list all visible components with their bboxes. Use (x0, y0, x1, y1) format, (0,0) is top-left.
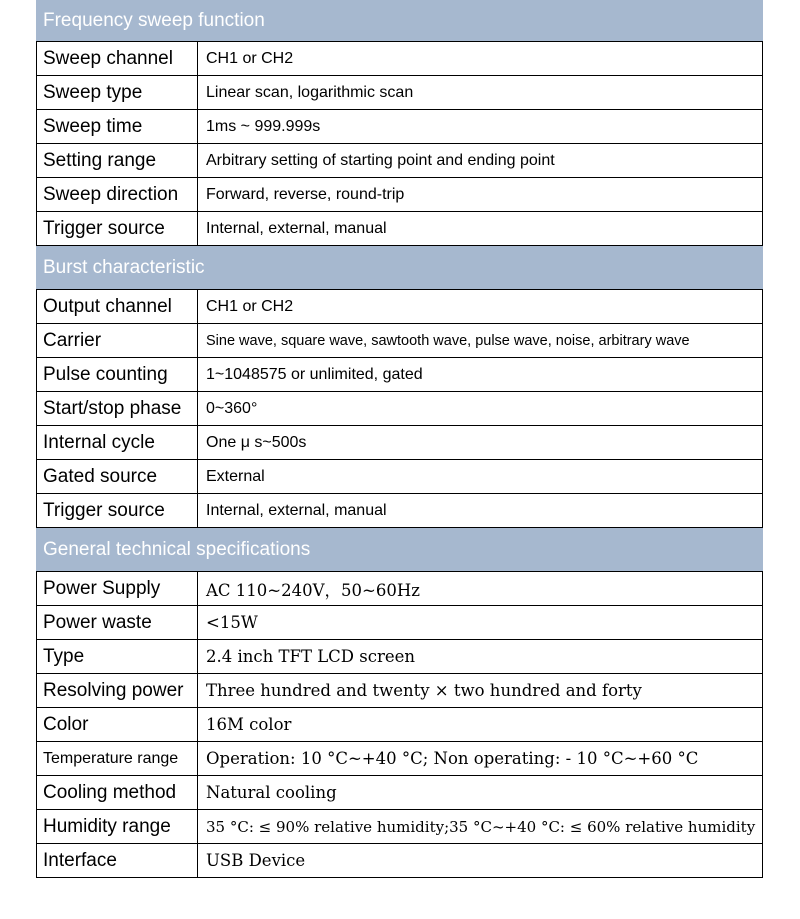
section-header-general-specs: General technical specifications (36, 528, 763, 572)
row-value: One μ s~500s (206, 433, 307, 451)
table-row (37, 392, 762, 426)
row-key: Trigger source (37, 212, 198, 245)
row-value: Forward, reverse, round-trip (206, 185, 405, 203)
row-value: Operation: 10 °C~+40 °C; Non operating: - 10 °C~+60 °C (206, 749, 699, 768)
row-value: Three hundred and twenty × two hundred and forty (206, 681, 642, 700)
row-key: Pulse counting (37, 358, 198, 391)
row-key: Resolving power (37, 674, 198, 707)
row-key: Color (37, 708, 198, 741)
row-key: Trigger source (37, 494, 198, 527)
row-key: Interface (37, 844, 198, 877)
row-key: Sweep channel (37, 42, 198, 75)
row-value: 1~1048575 or unlimited, gated (206, 365, 423, 383)
row-value: CH1 or CH2 (206, 49, 294, 67)
row-key: Type (37, 640, 198, 673)
table-row (37, 674, 762, 708)
table-row (37, 76, 762, 110)
table-row (37, 460, 762, 494)
table-row (37, 708, 762, 742)
row-value: External (206, 467, 265, 485)
row-value: 1ms ~ 999.999s (206, 117, 321, 135)
row-value: Sine wave, square wave, sawtooth wave, pulse wave, noise, arbitrary wave (206, 332, 690, 349)
row-value: 35 °C: ≤ 90% relative humidity;35 °C~+40 °C: ≤ 60% relative humidity (206, 817, 756, 836)
table-row (37, 290, 762, 324)
row-key: Start/stop phase (37, 392, 198, 425)
table-row (37, 810, 762, 844)
table-row (37, 358, 762, 392)
row-value: Linear scan, logarithmic scan (206, 83, 414, 101)
row-value: AC 110~240V，50~60Hz (206, 580, 420, 600)
row-value: <15W (206, 613, 258, 632)
row-key: Output channel (37, 290, 198, 323)
row-value: Natural cooling (206, 783, 337, 802)
row-key: Temperature range (37, 742, 198, 775)
row-key: Power waste (37, 606, 198, 639)
table-row (37, 426, 762, 460)
row-value: 2.4 inch TFT LCD screen (206, 647, 416, 666)
row-key: Power Supply (37, 572, 198, 605)
table-row (37, 776, 762, 810)
table-row (37, 494, 762, 528)
row-value: USB Device (206, 851, 306, 870)
row-key: Cooling method (37, 776, 198, 809)
table-row (37, 844, 762, 878)
table-row (37, 742, 762, 776)
section-header-burst: Burst characteristic (36, 246, 763, 290)
table-row (37, 110, 762, 144)
row-key: Gated source (37, 460, 198, 493)
table-row (37, 572, 762, 606)
row-value: Internal, external, manual (206, 219, 387, 237)
row-value: Arbitrary setting of starting point and ending point (206, 151, 555, 169)
table-row (37, 324, 762, 358)
section-header-frequency-sweep: Frequency sweep function (36, 0, 763, 42)
row-key: Sweep type (37, 76, 198, 109)
table-row (37, 640, 762, 674)
row-key: Internal cycle (37, 426, 198, 459)
spec-table (36, 0, 763, 878)
table-row (37, 144, 762, 178)
row-key: Sweep time (37, 110, 198, 143)
general-specs-group (37, 572, 762, 878)
row-key: Sweep direction (37, 178, 198, 211)
table-row (37, 42, 762, 76)
table-row (37, 606, 762, 640)
row-value: 16M color (206, 715, 292, 734)
row-value: CH1 or CH2 (206, 297, 294, 315)
table-row (37, 212, 762, 246)
row-key: Carrier (37, 324, 198, 357)
table-row (37, 178, 762, 212)
row-value: Internal, external, manual (206, 501, 387, 519)
row-value: 0~360° (206, 399, 258, 417)
row-key: Setting range (37, 144, 198, 177)
row-key: Humidity range (37, 810, 198, 843)
